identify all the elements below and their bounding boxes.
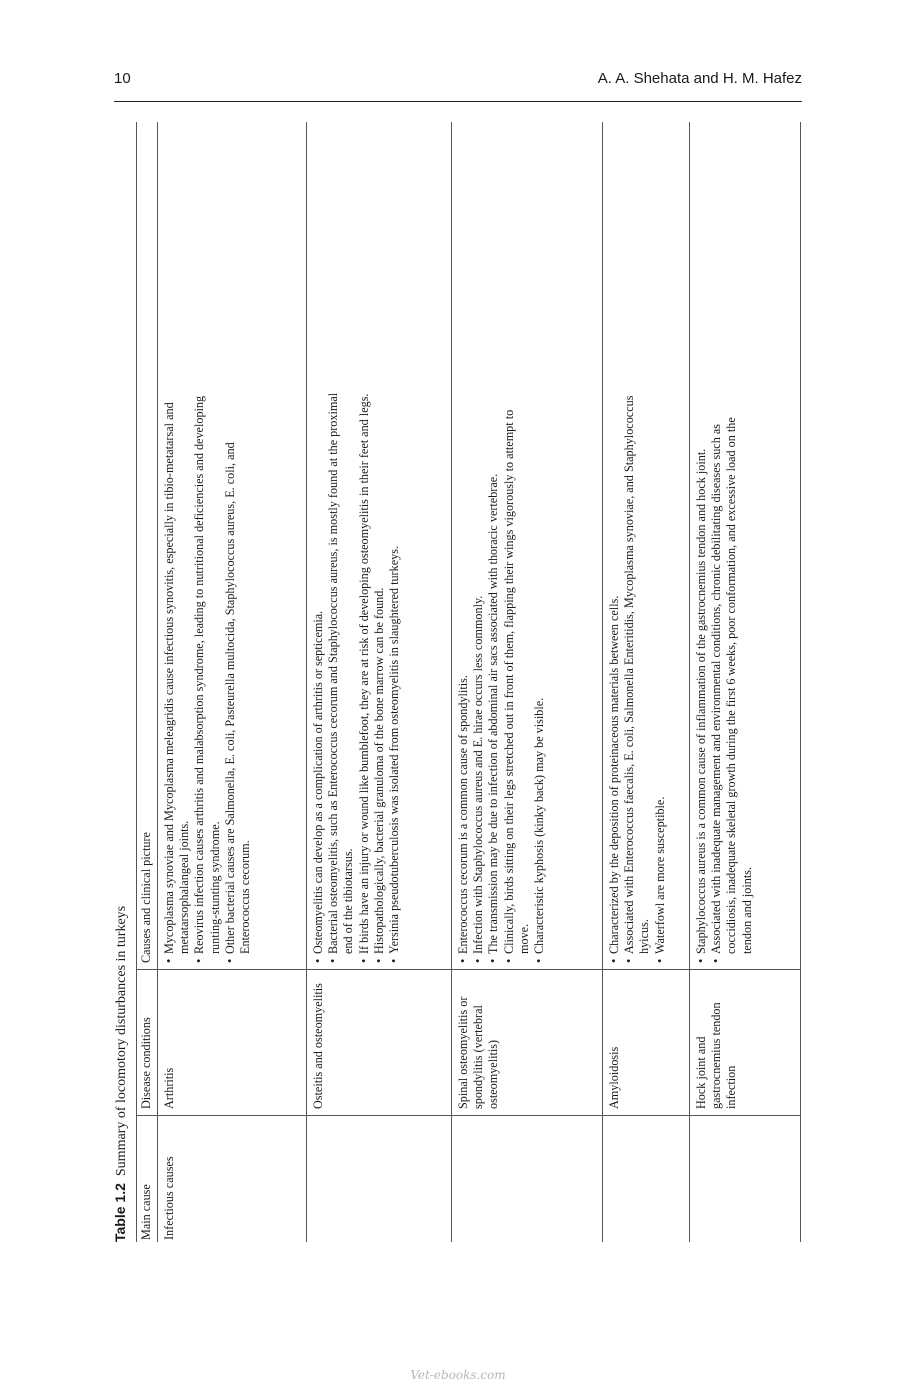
disease-condition-cell: Osteitis and osteomyelitis	[307, 969, 451, 1116]
causes-cell	[307, 383, 451, 970]
causes-cell	[603, 383, 689, 970]
column-header-disease-conditions: Disease conditions	[137, 969, 157, 1116]
bullet-item: • Mycoplasma synoviae and Mycoplasma meleagridis cause infectious synovitis, especially in tibio-metatarsal and metatarsophalangeal joints.	[162, 383, 192, 963]
running-head	[114, 70, 802, 92]
rotated-table	[112, 122, 780, 1242]
bullet-item: • Enterococcus cecorum is a common cause of spondylitis.	[456, 383, 471, 963]
bullet-item: • Clinically, birds sitting on their legs stretched out in front of them, flapping their wings vigorously to attempt to move.	[502, 383, 532, 963]
column-header-causes-clinical-picture: Causes and clinical picture	[137, 383, 157, 970]
bullet-list	[607, 383, 668, 963]
main-cause-cell-empty	[307, 1120, 451, 1242]
header-rule	[114, 101, 802, 102]
table-row	[452, 122, 603, 1242]
table-row	[158, 122, 307, 1242]
column-header-main-cause: Main cause	[139, 1184, 153, 1240]
bullet-item: • Associated with Enterococcus faecalis, E. coli, Salmonella Enteritidis, Mycoplasma synoviae, and Staphylococcus hyicus.	[622, 383, 652, 963]
disease-condition-cell: Amyloidosis	[603, 969, 689, 1116]
main-cause-cell: Infectious causes	[162, 1156, 176, 1240]
bullet-item: • Associated with inadequate management and environmental conditions, chronic debilitating diseases such as coccidiosis, inadequate skeletal growth during the first 6 weeks, poor conformation, and excessive load on the tendon and joints.	[709, 383, 755, 963]
table-caption	[112, 906, 136, 1242]
bullet-list	[456, 383, 547, 963]
table-label: Table 1.2	[112, 1183, 128, 1242]
causes-cell	[452, 383, 602, 970]
running-head-authors: A. A. Shehata and H. M. Hafez	[597, 70, 802, 87]
causes-cell	[158, 383, 306, 970]
disease-condition-cell: Hock joint and gastrocnemius tendon infection	[690, 969, 800, 1116]
bullet-item: • Staphylococcus aureus is a common cause of inflammation of the gastrocnemius tendon and hock joint.	[694, 383, 709, 963]
main-cause-cell-empty	[690, 1120, 800, 1242]
watermark-logo: Vet-ebooks.com	[410, 1368, 506, 1382]
bullet-list	[694, 383, 755, 963]
bullet-item: • Waterfowl are more susceptible.	[653, 383, 668, 963]
bullet-item: • Bacterial osteomyelitis, such as Enterococcus cecorum and Staphylococcus aureus, is mostly found at the proximal end of the tibiotarsus.	[326, 383, 356, 963]
table-header-row	[136, 122, 158, 1242]
rotated-table-region	[112, 122, 780, 1242]
bullet-item: • Characteristic kyphosis (kinky back) may be visible.	[532, 383, 547, 963]
bullet-item: • If birds have an injury or wound like bumblefoot, they are at risk of developing osteomyelitis in their feet and legs.	[357, 383, 372, 963]
page-number: 10	[114, 70, 131, 87]
bullet-item: • Characterized by the deposition of proteinaceous materials between cells.	[607, 383, 622, 963]
bullet-item: • The transmission may be due to infection of abdominal air sacs associated with thoracic vertebrae.	[486, 383, 501, 963]
bullet-list	[311, 383, 402, 963]
causes-cell	[690, 383, 800, 970]
disease-condition-cell: Arthritis	[158, 969, 306, 1116]
main-cause-cell-empty	[603, 1120, 689, 1242]
disease-condition-cell: Spinal osteomyelitis or spondylitis (vertebral osteomyelitis)	[452, 969, 602, 1116]
bullet-item: • Histopathologically, bacterial granuloma of the bone marrow can be found.	[372, 383, 387, 963]
table-row	[690, 122, 801, 1242]
table-row	[307, 122, 452, 1242]
table-title: Summary of locomotory disturbances in turkeys	[114, 905, 129, 1177]
bullet-list	[162, 383, 253, 963]
table	[136, 122, 801, 1242]
bullet-item: • Other bacterial causes are Salmonella, E. coli, Pasteurella multocida, Staphylococcus aureus, E. coli, and Enterococcus cecorum.	[223, 383, 253, 963]
bullet-item: • Reovirus infection causes arthritis and malabsorption syndrome, leading to nutritional deficiencies and developing runting-stunting syndrome.	[192, 383, 222, 963]
main-cause-cell-empty	[452, 1120, 602, 1242]
bullet-item: • Yersinia pseudotuberculosis was isolated from osteomyelitis in slaughtered turkeys.	[387, 383, 402, 963]
bullet-item: • Infection with Staphylococcus aureus and E. hirae occurs less commonly.	[471, 383, 486, 963]
bullet-item: • Osteomyelitis can develop as a complication of arthritis or septicemia.	[311, 383, 326, 963]
table-row	[603, 122, 690, 1242]
